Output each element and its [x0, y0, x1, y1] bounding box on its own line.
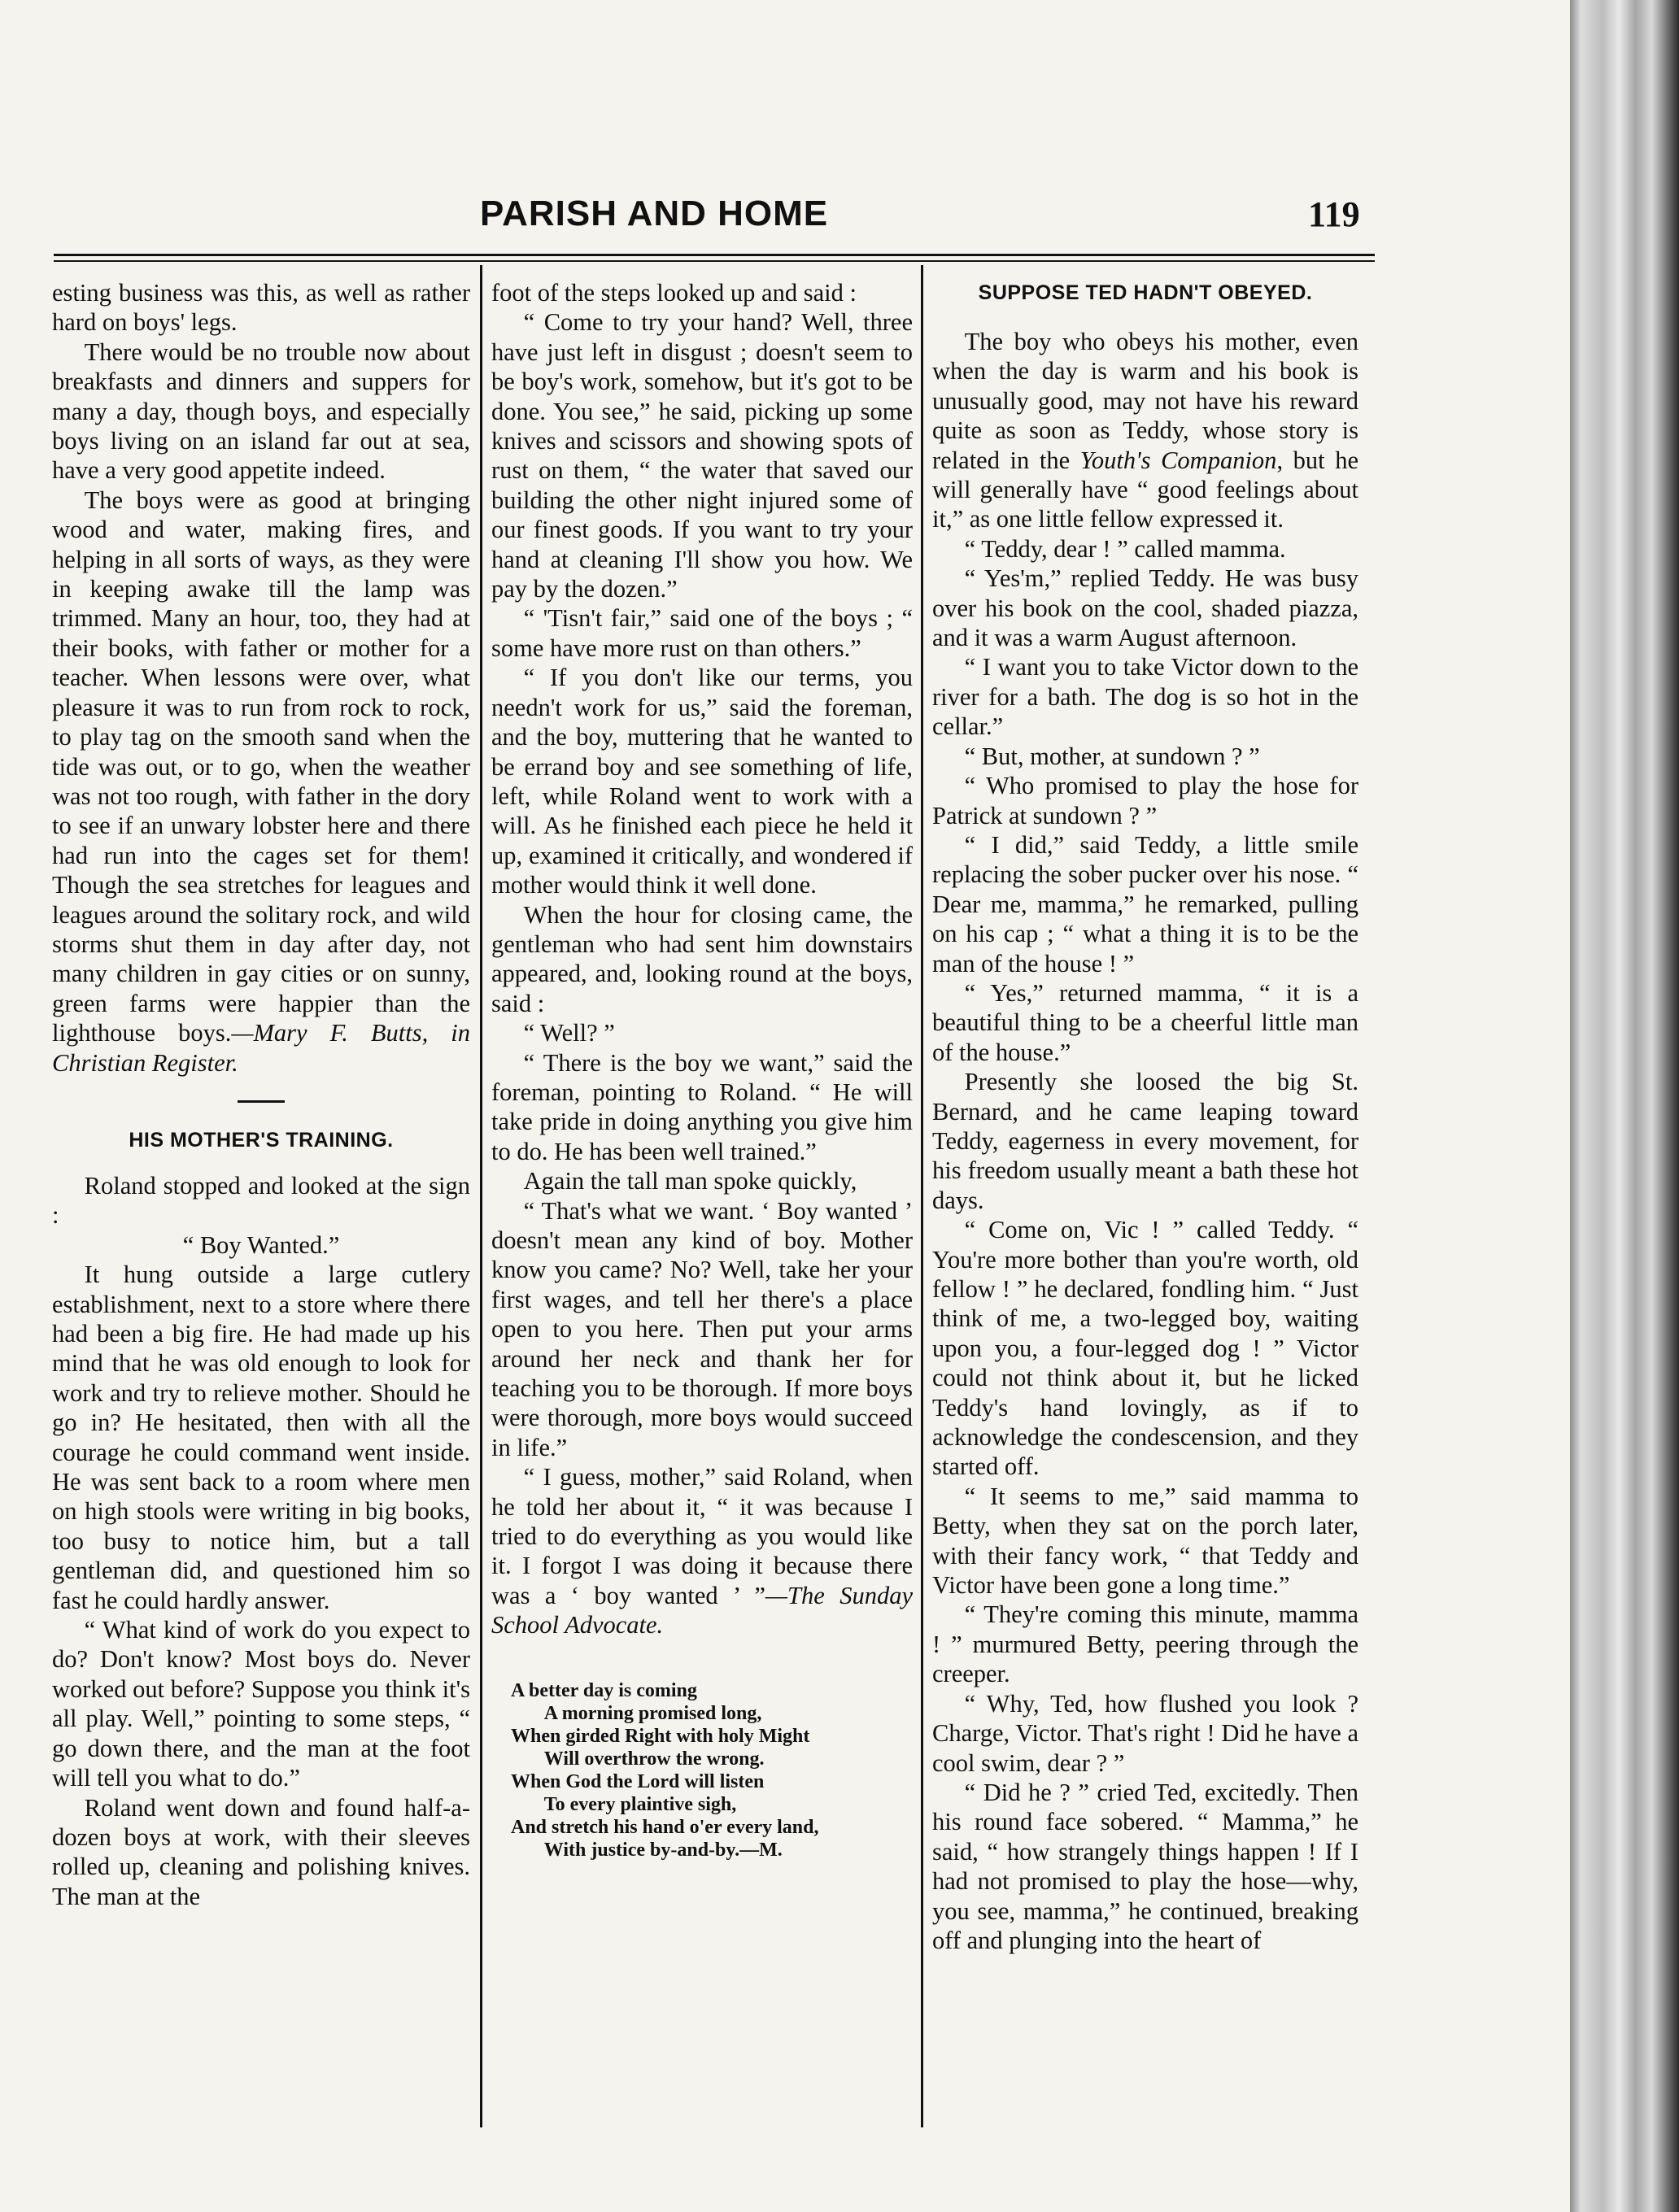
paragraph: “ 'Tisn't fair,” said one of the boys ; “ some have more rust on than others.”	[491, 604, 913, 662]
publication-name: Youth's Companion	[1079, 446, 1277, 474]
paragraph: “ That's what we want. ‘ Boy wanted ’ doesn't mean any kind of boy. Mother know you came? No? Well, take her your first wages, and tell her there's a place open to you here. Then put your arms around her neck and thank her for teaching you to be thorough. If more boys were thorough, more boys would succeed in life.”	[491, 1196, 913, 1461]
column-divider-1	[480, 265, 482, 2127]
paragraph-text: The boys were as good at bringing wood and water, making fires, and helping in all sorts of ways, as they were in keeping awake till the lamp was trimmed. Many an hour, too, they had at their books, with father or mother for a teacher. When lessons were over, what pleasure it was to run from rock to rock, to play tag on the smooth sand when the tide was out, or to go, when the weather was not too rough, with father in the dory to see if an unwary lobster here and there had run into the cages set for them! Though the sea stretches for leagues and leagues around the solitary rock, and wild storms shut them in day after day, not many children in gay cities or on sunny, green farms were happier than the lighthouse boys.	[52, 486, 470, 1047]
column-1	[52, 278, 470, 1911]
paragraph: “ I want you to take Victor down to the river for a bath. The dog is so hot in the cellar.”	[932, 653, 1358, 741]
paragraph: “ They're coming this minute, mamma ! ” murmured Betty, peering through the creeper.	[932, 1600, 1358, 1688]
paragraph: Roland went down and found half-a-dozen boys at work, with their sleeves rolled up, cleaning and polishing knives. The man at the	[52, 1793, 470, 1910]
paragraph: esting business was this, as well as rather hard on boys' legs.	[52, 279, 470, 337]
paragraph: “ But, mother, at sundown ? ”	[964, 742, 1260, 770]
article-credit: —Mary F. Butts, in Christian Register.	[52, 1019, 470, 1077]
poem-line: A better day is coming	[511, 1679, 697, 1701]
paragraph: “ Come on, Vic ! ” called Teddy. “ You're more bother than you're worth, old fellow ! ” he declared, fondling him. “ Just think of me, a two-legged boy, waiting upon you, a four-legged dog ! ” Victor could not think about it, but he licked Teddy's hand lovingly, as if to acknowledge the condescension, and they started off.	[932, 1216, 1358, 1481]
sign-text: “ Boy Wanted.”	[182, 1230, 340, 1259]
paragraph: “ It seems to me,” said mamma to Betty, when they sat on the porch later, with their fancy work, “ that Teddy and Victor have been gone a long time.”	[932, 1482, 1358, 1600]
poem-line: Will overthrow the wrong.	[543, 1748, 765, 1770]
paragraph	[491, 1462, 913, 1639]
header-rule	[54, 254, 1375, 256]
poem-line: When girded Right with holy Might	[511, 1725, 810, 1747]
paragraph: “ What kind of work do you expect to do? Don't know? Most boys do. Never worked out before? Suppose you think it's all play. Well,” pointing to some steps, “ go down there, and the man at the foot will tell you what to do.”	[52, 1616, 470, 1792]
paragraph: It hung outside a large cutlery establishment, next to a store where there had been a big fire. He had made up his mind that he was old enough to look for work and try to relieve mother. Should he go in? He hesitated, then with all the courage he could command went inside. He was sent back to a room where men on high stools were writing in big books, too busy to notice him, but a tall gentleman did, and questioned him so fast he could hardly answer.	[52, 1261, 470, 1614]
poem-line: And stretch his hand o'er every land,	[511, 1816, 819, 1838]
paragraph: “ Well? ”	[523, 1019, 615, 1047]
paragraph: “ Come to try your hand? Well, three have just left in disgust ; doesn't seem to be boy's work, somehow, but it's got to be done. You see,” he said, picking up some knives and scissors and showing spots of rust on them, “ the water that saved our building the other night injured some of our finest goods. If you want to try your hand at cleaning I'll show you how. We pay by the dozen.”	[491, 308, 913, 603]
poem-line: To every plaintive sigh,	[543, 1793, 737, 1815]
paragraph: “ Teddy, dear ! ” called mamma.	[964, 534, 1286, 563]
paragraph: “ I did,” said Teddy, a little smile replacing the sober pucker over his nose. “ Dear me, mamma,” he remarked, pulling on his cap ; “ what a thing it is to be the man of the house ! ”	[932, 830, 1358, 978]
paragraph	[932, 327, 1358, 534]
paragraph-text: , but he will generally have “ good feelings about it,” as one little fellow expressed it.	[932, 446, 1359, 533]
paragraph-text: “ I guess, mother,” said Roland, when he told her about it, “ it was because I tried to do everything as you would like it. I forgot I was doing it because there was a ‘ boy wanted ’ ”	[491, 1463, 913, 1609]
paragraph: “ Yes,” returned mamma, “ it is a beautiful thing to be a cheerful little man of the house.”	[932, 978, 1358, 1066]
paragraph	[52, 486, 470, 1078]
section-heading: SUPPOSE TED HADN'T OBEYED.	[978, 281, 1313, 304]
poem-line: A morning promised long,	[543, 1702, 762, 1724]
paragraph: “ Why, Ted, how flushed you look ? Charge, Victor. That's right ! Did he have a cool swim, dear ? ”	[932, 1689, 1358, 1777]
paragraph: Again the tall man spoke quickly,	[523, 1167, 857, 1195]
paragraph: There would be no trouble now about breakfasts and dinners and suppers for many a day, though boys, and especially boys living on an island far out at sea, have a very good appetite indeed.	[52, 337, 470, 485]
paragraph: “ Who promised to play the hose for Patrick at sundown ? ”	[932, 772, 1358, 830]
paragraph: Roland stopped and looked at the sign :	[52, 1171, 470, 1230]
paragraph: “ If you don't like our terms, you needn't work for us,” said the foreman, and the boy, muttering that he wanted to be errand boy and see something of life, left, while Roland went to work with a will. As he finished each piece he held it up, examined it critically, and wondered if mother would think it well done.	[491, 664, 913, 899]
poem	[511, 1679, 913, 1861]
header-rule-thin	[54, 260, 1375, 262]
column-2	[491, 278, 913, 1861]
column-3	[932, 278, 1358, 1955]
section-heading: HIS MOTHER'S TRAINING.	[129, 1128, 394, 1152]
paragraph-text: The boy who obeys his mother, even when the day is warm and his book is unusually good, may not have his reward quite as soon as Teddy, whose story is related in the	[932, 328, 1358, 474]
page-number: 119	[1308, 194, 1360, 234]
paragraph: foot of the steps looked up and said :	[491, 279, 857, 307]
poem-line: When God the Lord will listen	[511, 1770, 765, 1792]
column-divider-2	[921, 265, 923, 2127]
paragraph: “ Did he ? ” cried Ted, excitedly. Then his round face sobered. “ Mamma,” he said, “ how strangely things happen ! If I had not promised to play the hose—why, you see, mamma,” he continued, breaking off and plunging into the heart of	[932, 1778, 1358, 1954]
paragraph: “ Yes'm,” replied Teddy. He was busy over his book on the cool, shaded piazza, and it was a warm August afternoon.	[932, 564, 1358, 652]
page-header-title: PARISH AND HOME	[480, 194, 829, 233]
poem-line: With justice by-and-by.—M.	[543, 1839, 783, 1861]
book-page-edges	[1570, 0, 1679, 2212]
paragraph: When the hour for closing came, the gentleman who had sent him downstairs appeared, and, looking round at the boys, said :	[491, 900, 913, 1017]
paragraph: Presently she loosed the big St. Bernard, and he came leaping toward Teddy, eagerness in every movement, for his freedom usually meant a bath these hot days.	[932, 1068, 1358, 1214]
paragraph: “ There is the boy we want,” said the foreman, pointing to Roland. “ He will take pride in doing anything you give him to do. He has been well trained.”	[491, 1048, 913, 1165]
article-credit: —The Sunday School Advocate.	[491, 1581, 913, 1639]
